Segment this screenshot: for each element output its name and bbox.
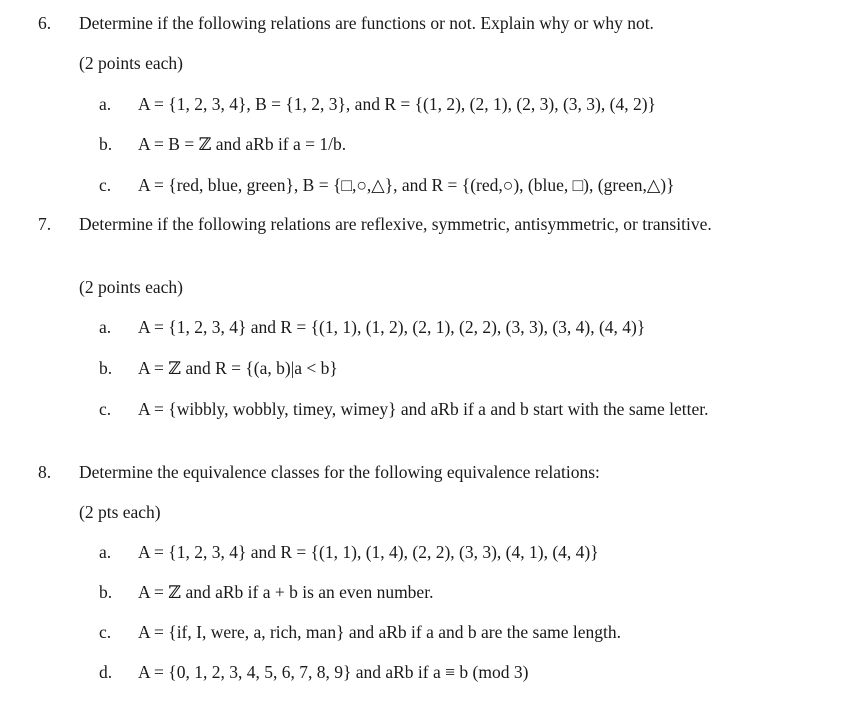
question-6a-label: a.: [99, 94, 112, 114]
question-8a-label: a.: [99, 542, 112, 562]
question-6c-label: c.: [99, 175, 112, 195]
question-8-prompt: Determine the equivalence classes for the following equivalence relations:: [79, 462, 600, 482]
question-7b-text: A = ℤ and R = {(a, b)|a < b}: [138, 358, 338, 378]
question-6-points: (2 points each): [79, 53, 183, 73]
question-7c-text: A = {wibbly, wobbly, timey, wimey} and aRb if a and b start with the same letter.: [138, 399, 709, 419]
question-8-points: (2 pts each): [79, 502, 161, 522]
question-6-prompt: Determine if the following relations are functions or not. Explain why or why not.: [79, 13, 654, 33]
question-8a-text: A = {1, 2, 3, 4} and R = {(1, 1), (1, 4), (2, 2), (3, 3), (4, 1), (4, 4)}: [138, 542, 599, 562]
question-7a-text: A = {1, 2, 3, 4} and R = {(1, 1), (1, 2), (2, 1), (2, 2), (3, 3), (3, 4), (4, 4)}: [138, 317, 646, 337]
question-8b-text: A = ℤ and aRb if a + b is an even number.: [138, 582, 434, 602]
question-8d-label: d.: [99, 662, 113, 682]
question-7-prompt: Determine if the following relations are reflexive, symmetric, antisymmetric, or transitive.: [79, 214, 712, 234]
question-7b-label: b.: [99, 358, 113, 378]
question-8c-label: c.: [99, 622, 112, 642]
question-6b-label: b.: [99, 134, 113, 154]
question-8b-label: b.: [99, 582, 113, 602]
question-8c-text: A = {if, I, were, a, rich, man} and aRb if a and b are the same length.: [138, 622, 621, 642]
question-6a-text: A = {1, 2, 3, 4}, B = {1, 2, 3}, and R = {(1, 2), (2, 1), (2, 3), (3, 3), (4, 2)}: [138, 94, 656, 114]
question-6-number: 6.: [38, 13, 52, 33]
question-7a-label: a.: [99, 317, 112, 337]
question-7c-label: c.: [99, 399, 112, 419]
question-7-number: 7.: [38, 214, 52, 234]
question-8-number: 8.: [38, 462, 52, 482]
question-7-points: (2 points each): [79, 277, 183, 297]
question-6b-text: A = B = ℤ and aRb if a = 1/b.: [138, 134, 347, 154]
question-6c-text: A = {red, blue, green}, B = {□,○,△}, and R = {(red,○), (blue, □), (green,△)}: [138, 175, 675, 195]
question-8d-text: A = {0, 1, 2, 3, 4, 5, 6, 7, 8, 9} and aRb if a ≡ b (mod 3): [138, 662, 529, 682]
